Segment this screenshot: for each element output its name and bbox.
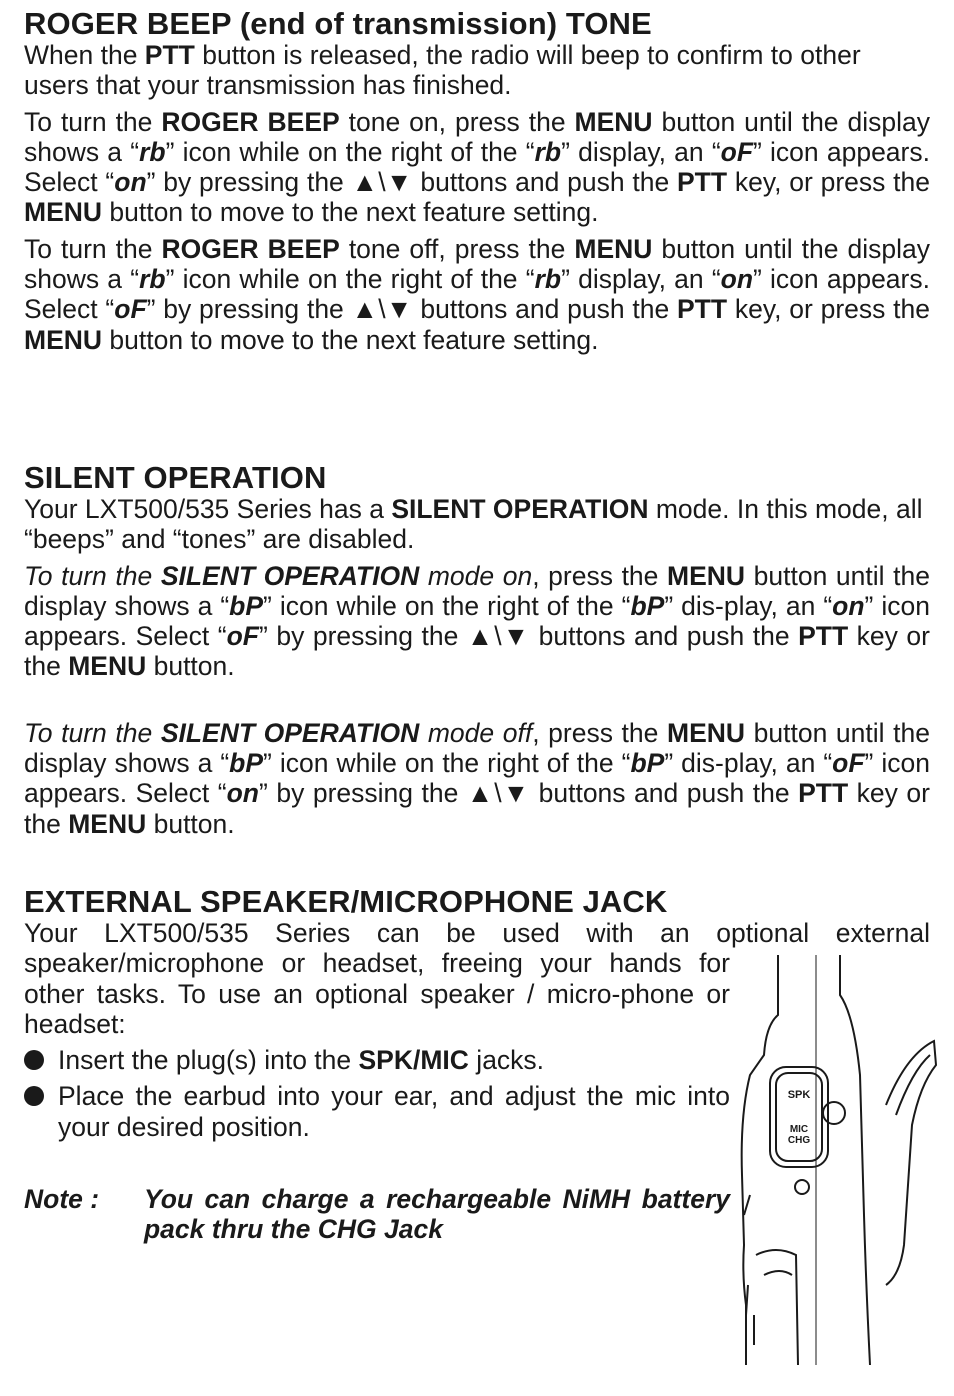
silent-operation-off-instructions <box>24 718 930 839</box>
text-run: ” by pressing the ▲\▼ buttons and push the <box>259 621 799 652</box>
text-run: ” icon while on the right of the “ <box>263 748 631 779</box>
text-run: button until the display shows a “ <box>24 233 931 295</box>
silent-operation-on-instructions <box>24 561 930 682</box>
text-run: rb <box>534 136 562 167</box>
text-run: , press the <box>532 717 668 748</box>
radio-body-right <box>840 955 870 1365</box>
text-run: PTT <box>798 621 849 652</box>
text-run: bP <box>630 590 665 621</box>
text-run: button to move to the next feature setting. <box>102 324 599 355</box>
note-text: You can charge a rechargeable NiMH battery pack thru the CHG Jack <box>144 1184 730 1245</box>
text-run: ” dis-play, an “ <box>664 590 833 621</box>
text-run: SPK/MIC <box>358 1045 469 1076</box>
text-run: SILENT OPERATION <box>160 560 420 591</box>
text-run: ” by pressing the ▲\▼ buttons and push the <box>146 167 677 198</box>
text-run: ” icon appears. Select “ <box>24 136 930 198</box>
text-run: ” dis-play, an “ <box>664 748 833 779</box>
text-run: Your LXT500/535 Series has a <box>24 494 392 524</box>
bullet-place-earbud-text <box>58 1081 730 1141</box>
text-run: ” icon while on the right of the “ <box>263 590 631 621</box>
text-run: MENU <box>68 651 147 682</box>
bullet-insert-plug <box>24 1045 730 1075</box>
text-run: ” display, an “ <box>561 136 721 167</box>
text-run: MENU <box>574 106 653 137</box>
text-run: MENU <box>667 717 746 748</box>
belt-clip <box>886 1041 936 1285</box>
jack-label-chg: CHG <box>787 1135 811 1146</box>
text-run: ” by pressing the ▲\▼ buttons and push the <box>146 294 677 325</box>
text-run: , press the <box>532 560 668 591</box>
text-run: rb <box>534 264 562 295</box>
text-run: oF <box>114 294 147 325</box>
external-jack-intro-line1: Your LXT500/535 Series can be used with an optional external <box>24 918 930 948</box>
text-run: ” by pressing the ▲\▼ buttons and push the <box>259 778 799 809</box>
text-run: oF <box>832 748 865 779</box>
text-run: oF <box>720 136 754 167</box>
text-run: ROGER BEEP <box>161 233 340 264</box>
text-run: ” icon while on the right of the “ <box>165 136 535 167</box>
roger-beep-on-instructions <box>24 107 930 228</box>
text-run: ” icon appears. Select “ <box>24 590 930 652</box>
text-run: To turn the <box>24 233 162 264</box>
radio-jack-illustration <box>736 955 946 1365</box>
text-run: tone off, press the <box>339 233 575 264</box>
text-run: Place the earbud into your ear, and adjust the mic into your desired position. <box>58 1081 730 1142</box>
bullet-dot-icon <box>24 1050 44 1070</box>
text-run: PTT <box>676 167 728 198</box>
text-run: on <box>720 264 754 295</box>
bullet-place-earbud <box>24 1081 730 1142</box>
text-run: rb <box>139 264 166 295</box>
roger-beep-heading: ROGER BEEP (end of transmission) TONE <box>24 6 652 41</box>
text-run: To turn the <box>24 717 161 748</box>
text-run: bP <box>630 748 665 779</box>
text-run: ” icon while on the right of the “ <box>165 264 535 295</box>
note-label: Note : <box>24 1184 100 1215</box>
jack-label-mic: MIC <box>789 1124 809 1135</box>
text-run: key, or press the <box>727 294 930 325</box>
text-run: button. <box>146 808 235 839</box>
text-run: button is released, the radio will beep to confirm to other users that your transmission has finished. <box>24 40 861 101</box>
text-run: button. <box>146 651 235 682</box>
text-run: key, or press the <box>727 167 930 198</box>
text-run: button until the display shows a “ <box>24 106 930 167</box>
jack-cover <box>770 1067 828 1167</box>
text-run: MENU <box>574 233 653 264</box>
roger-beep-intro <box>24 40 930 101</box>
text-run: PTT <box>676 294 728 325</box>
text-run: rb <box>139 136 166 167</box>
text-run: MENU <box>24 197 103 228</box>
text-run: When the <box>24 40 145 70</box>
text-run: on <box>832 590 865 621</box>
text-run: mode. In this mode, all “beeps” and “tones” are disabled. <box>24 494 923 555</box>
text-run: on <box>226 778 259 809</box>
silent-operation-heading: SILENT OPERATION <box>24 460 327 495</box>
text-run: To turn the <box>24 560 161 591</box>
text-run: PTT <box>144 40 195 70</box>
text-run: ” display, an “ <box>561 264 721 295</box>
roger-beep-off-instructions <box>24 234 930 355</box>
text-run: oF <box>226 621 259 652</box>
text-run: Insert the plug(s) into the <box>58 1045 359 1076</box>
bullet-insert-plug-text <box>58 1045 544 1075</box>
text-run: mode on <box>419 560 533 591</box>
external-jack-heading: EXTERNAL SPEAKER/MICROPHONE JACK <box>24 884 668 919</box>
charging-note <box>24 1184 730 1245</box>
text-run: button to move to the next feature setting. <box>102 197 599 228</box>
text-run: key or the <box>24 621 930 682</box>
text-run: SILENT OPERATION <box>391 494 649 524</box>
text-run: key or the <box>24 778 930 839</box>
text-run: button until the display shows a “ <box>24 717 930 779</box>
text-run: tone on, press the <box>339 106 575 137</box>
text-run: mode off <box>419 717 533 748</box>
silent-operation-intro <box>24 494 930 555</box>
text-run: ROGER BEEP <box>161 106 340 137</box>
text-run: bP <box>229 748 264 779</box>
text-run: jacks. <box>468 1045 545 1076</box>
text-run: ” icon appears. Select “ <box>24 264 930 325</box>
jack-label-spk: SPK <box>787 1089 811 1101</box>
text-run: SILENT OPERATION <box>160 717 420 748</box>
text-run: MENU <box>24 324 103 355</box>
text-run: To turn the <box>24 106 162 137</box>
text-run: on <box>114 167 147 198</box>
roger-beep-section <box>24 8 930 355</box>
text-run: ” icon appears. Select “ <box>24 748 930 809</box>
text-run: bP <box>229 590 264 621</box>
strap-loop <box>823 1102 845 1124</box>
text-run: MENU <box>667 560 746 591</box>
silent-operation-section <box>24 462 930 839</box>
text-run: PTT <box>798 778 849 809</box>
text-run: button until the display shows a “ <box>24 560 930 621</box>
external-jack-intro-rest: speaker/microphone or headset, freeing your hands for other tasks. To use an optional speaker / micro-phone or headset: <box>24 948 730 1039</box>
text-run: MENU <box>68 808 147 839</box>
bullet-dot-icon <box>24 1086 44 1106</box>
